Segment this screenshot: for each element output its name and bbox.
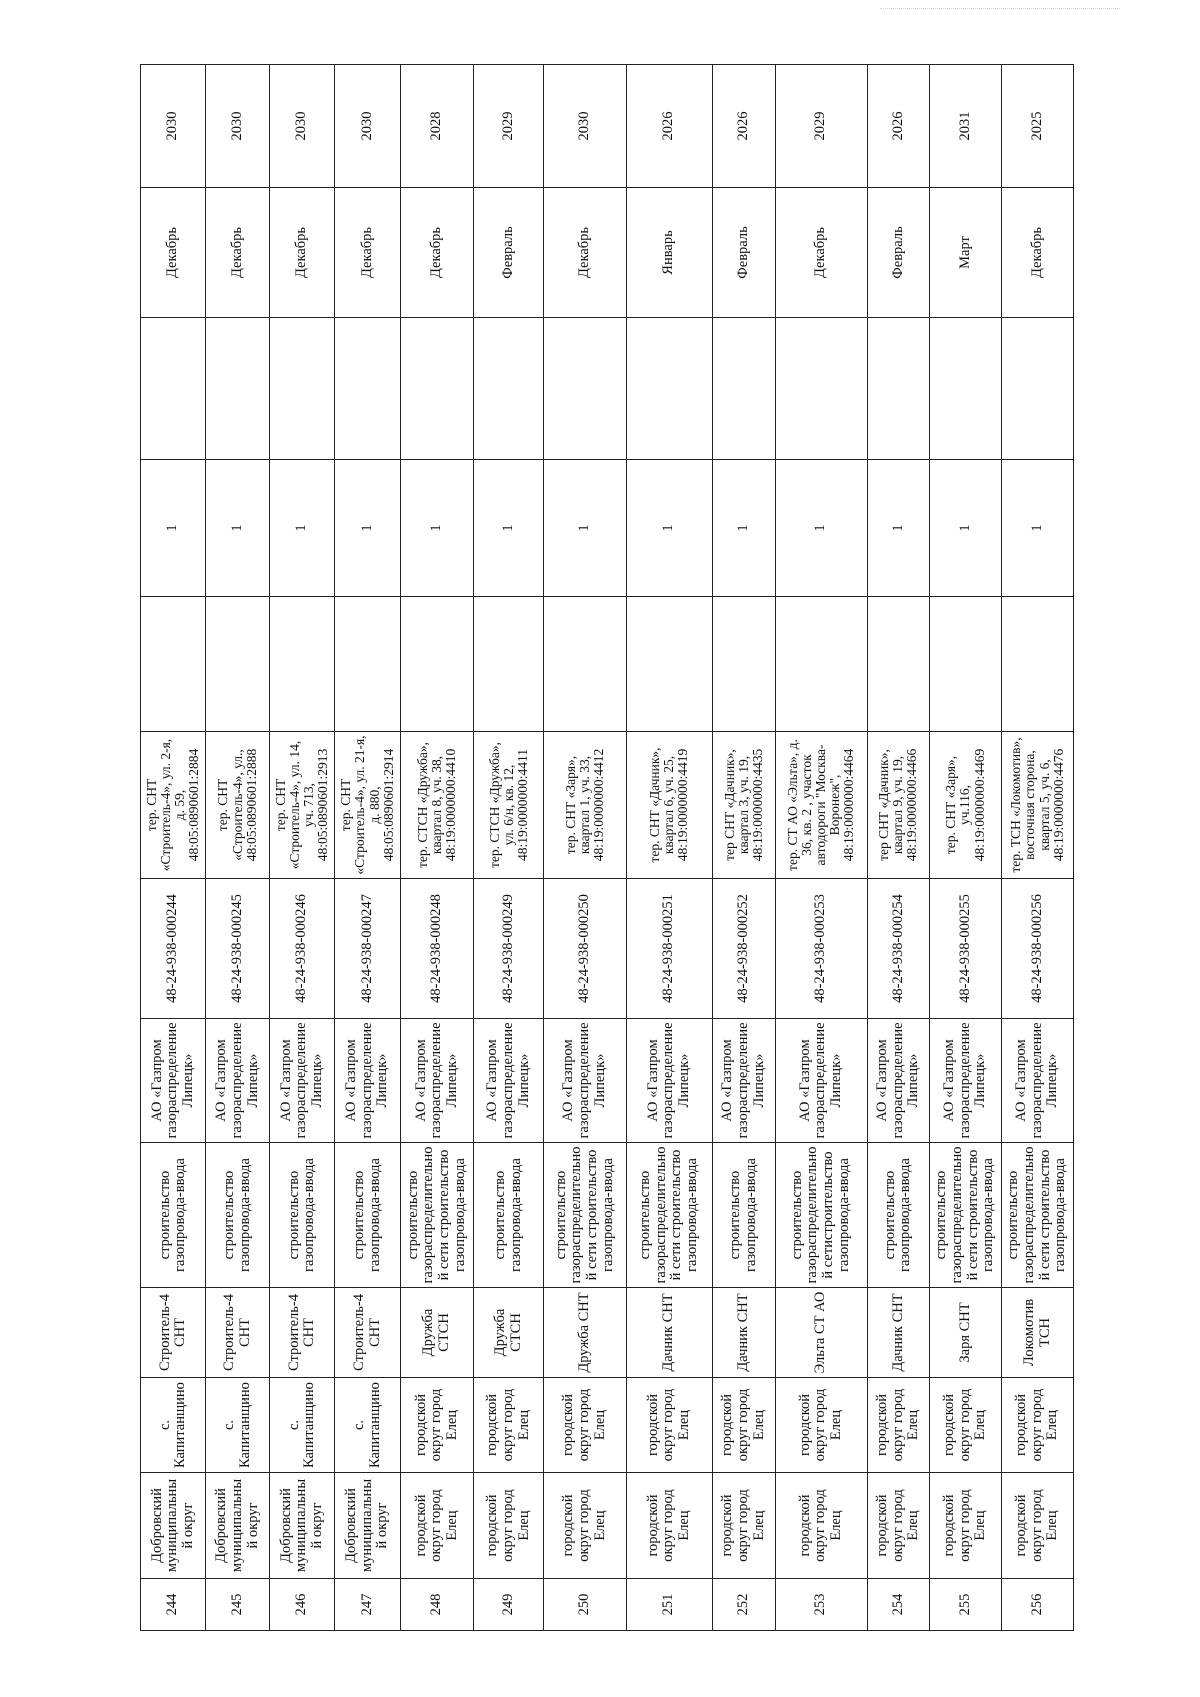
- empty-cell: [867, 318, 929, 460]
- work-type-cell: строительство газораспределительной сети строительство газопровода-ввода: [544, 1143, 626, 1288]
- operator-cell: АО «Газпром газораспределение Липецк»: [335, 1019, 400, 1143]
- table-row: [930, 65, 1002, 1631]
- scan-artifact: [880, 8, 1120, 15]
- table-row: [713, 65, 775, 1631]
- empty-cell: [544, 318, 626, 460]
- row-number: 250: [544, 1579, 626, 1631]
- month-cell: Февраль: [474, 188, 544, 318]
- district-cell: городской округ город Елец: [867, 1473, 929, 1579]
- year-cell: 2030: [269, 65, 334, 188]
- empty-cell: [335, 318, 400, 460]
- row-number: 255: [930, 1579, 1002, 1631]
- row-number: 251: [626, 1579, 713, 1631]
- object-cell: Заря СНТ: [930, 1288, 1002, 1378]
- district-cell: городской округ город Елец: [775, 1473, 867, 1579]
- empty-cell: [1002, 597, 1074, 732]
- district-cell: городской округ город Елец: [930, 1473, 1002, 1579]
- address-cell: тер. СНТ «Заря», квартал 1, уч. 33, 48:19:0000000:4412: [544, 732, 626, 879]
- district-cell: Добровский муниципальный округ: [141, 1473, 206, 1579]
- object-cell: Дачник СНТ: [867, 1288, 929, 1378]
- quantity-cell: 1: [544, 460, 626, 597]
- district-cell: Добровский муниципальный округ: [206, 1473, 270, 1579]
- row-number: 247: [335, 1579, 400, 1631]
- district-cell: городской округ город Елец: [400, 1473, 473, 1579]
- rotated-table-container: [140, 65, 1074, 1631]
- empty-cell: [400, 318, 473, 460]
- row-number: 254: [867, 1579, 929, 1631]
- year-cell: 2026: [867, 65, 929, 188]
- month-cell: Декабрь: [775, 188, 867, 318]
- work-type-cell: строительство газопровода-ввода: [141, 1143, 206, 1288]
- work-type-cell: строительство газопровода-ввода: [269, 1143, 334, 1288]
- table-row: [626, 65, 713, 1631]
- object-cell: Эльта СТ АО: [775, 1288, 867, 1378]
- empty-cell: [775, 597, 867, 732]
- month-cell: Февраль: [713, 188, 775, 318]
- year-cell: 2029: [775, 65, 867, 188]
- year-cell: 2030: [206, 65, 270, 188]
- table-row: [775, 65, 867, 1631]
- quantity-cell: 1: [1002, 460, 1074, 597]
- object-cell: Локомотив ТСН: [1002, 1288, 1074, 1378]
- work-type-cell: строительство газопровода-ввода: [474, 1143, 544, 1288]
- address-cell: тер. СНТ «Строитель-4», ул. 2-я, д. 59, 48:05:0890601:2884: [141, 732, 206, 879]
- quantity-cell: 1: [775, 460, 867, 597]
- operator-cell: АО «Газпром газораспределение Липецк»: [626, 1019, 713, 1143]
- object-cell: Дружба СНТ: [544, 1288, 626, 1378]
- empty-cell: [474, 318, 544, 460]
- table-row: [544, 65, 626, 1631]
- empty-cell: [474, 597, 544, 732]
- operator-cell: АО «Газпром газораспределение Липецк»: [1002, 1019, 1074, 1143]
- year-cell: 2026: [626, 65, 713, 188]
- address-cell: тер. СНТ «Дачник», квартал 6, уч. 25, 48:19:0000000:4419: [626, 732, 713, 879]
- month-cell: Январь: [626, 188, 713, 318]
- address-cell: тер СНТ «Дачник», квартал 3, уч. 19, 48:19:0000000:4435: [713, 732, 775, 879]
- code-cell: 48-24-938-000248: [400, 879, 473, 1019]
- work-type-cell: строительство газопровода-ввода: [713, 1143, 775, 1288]
- operator-cell: АО «Газпром газораспределение Липецк»: [713, 1019, 775, 1143]
- gasification-schedule-table: [140, 64, 1074, 1631]
- work-type-cell: строительство газораспределительной сетистроительство газопровода-ввода: [775, 1143, 867, 1288]
- empty-cell: [141, 318, 206, 460]
- code-cell: 48-24-938-000253: [775, 879, 867, 1019]
- object-cell: Дружба СТСН: [474, 1288, 544, 1378]
- object-cell: Дружба СТСН: [400, 1288, 473, 1378]
- code-cell: 48-24-938-000249: [474, 879, 544, 1019]
- quantity-cell: 1: [141, 460, 206, 597]
- table-row: [400, 65, 473, 1631]
- month-cell: Март: [930, 188, 1002, 318]
- settlement-cell: с. Капитанщино: [269, 1378, 334, 1473]
- month-cell: Февраль: [867, 188, 929, 318]
- year-cell: 2030: [335, 65, 400, 188]
- settlement-cell: с. Капитанщино: [206, 1378, 270, 1473]
- empty-cell: [206, 318, 270, 460]
- work-type-cell: строительство газораспределительной сети строительство газопровода-ввода: [930, 1143, 1002, 1288]
- work-type-cell: строительство газораспределительной сети строительство газопровода-ввода: [1002, 1143, 1074, 1288]
- object-cell: Строитель-4 СНТ: [141, 1288, 206, 1378]
- empty-cell: [335, 597, 400, 732]
- settlement-cell: городской округ город Елец: [775, 1378, 867, 1473]
- operator-cell: АО «Газпром газораспределение Липецк»: [775, 1019, 867, 1143]
- code-cell: 48-24-938-000252: [713, 879, 775, 1019]
- operator-cell: АО «Газпром газораспределение Липецк»: [474, 1019, 544, 1143]
- empty-cell: [930, 318, 1002, 460]
- operator-cell: АО «Газпром газораспределение Липецк»: [400, 1019, 473, 1143]
- quantity-cell: 1: [626, 460, 713, 597]
- empty-cell: [269, 597, 334, 732]
- row-number: 248: [400, 1579, 473, 1631]
- code-cell: 48-24-938-000245: [206, 879, 270, 1019]
- empty-cell: [141, 597, 206, 732]
- row-number: 256: [1002, 1579, 1074, 1631]
- address-cell: тер. СНТ «Строитель-4», ул. 21-я, д. 880, 48:05:0890601:2914: [335, 732, 400, 879]
- table-row: [141, 65, 206, 1631]
- address-cell: тер. СТ АО «Эльта», д. 36, кв. 2 , участок автодороги "Москва-Воронеж", 48:19:0000000:4464: [775, 732, 867, 879]
- year-cell: 2030: [544, 65, 626, 188]
- month-cell: Декабрь: [269, 188, 334, 318]
- object-cell: Дачник СНТ: [713, 1288, 775, 1378]
- settlement-cell: городской округ город Елец: [626, 1378, 713, 1473]
- year-cell: 2030: [141, 65, 206, 188]
- object-cell: Строитель-4 СНТ: [335, 1288, 400, 1378]
- empty-cell: [269, 318, 334, 460]
- month-cell: Декабрь: [400, 188, 473, 318]
- code-cell: 48-24-938-000251: [626, 879, 713, 1019]
- year-cell: 2029: [474, 65, 544, 188]
- code-cell: 48-24-938-000247: [335, 879, 400, 1019]
- empty-cell: [400, 597, 473, 732]
- operator-cell: АО «Газпром газораспределение Липецк»: [269, 1019, 334, 1143]
- month-cell: Декабрь: [141, 188, 206, 318]
- row-number: 244: [141, 1579, 206, 1631]
- work-type-cell: строительство газопровода-ввода: [206, 1143, 270, 1288]
- settlement-cell: городской округ город Елец: [930, 1378, 1002, 1473]
- row-number: 253: [775, 1579, 867, 1631]
- empty-cell: [775, 318, 867, 460]
- operator-cell: АО «Газпром газораспределение Липецк»: [867, 1019, 929, 1143]
- empty-cell: [626, 318, 713, 460]
- code-cell: 48-24-938-000256: [1002, 879, 1074, 1019]
- row-number: 245: [206, 1579, 270, 1631]
- address-cell: тер. СТСН «Дружба», квартал 8, уч. 38, 48:19:0000000:4410: [400, 732, 473, 879]
- work-type-cell: строительство газопровода-ввода: [867, 1143, 929, 1288]
- settlement-cell: городской округ город Елец: [400, 1378, 473, 1473]
- month-cell: Декабрь: [544, 188, 626, 318]
- district-cell: городской округ город Елец: [713, 1473, 775, 1579]
- settlement-cell: с. Капитанщино: [335, 1378, 400, 1473]
- empty-cell: [930, 597, 1002, 732]
- operator-cell: АО «Газпром газораспределение Липецк»: [141, 1019, 206, 1143]
- address-cell: тер СНТ «Дачник», квартал 9, уч. 19, 48:19:0000000:4466: [867, 732, 929, 879]
- table-row: [335, 65, 400, 1631]
- year-cell: 2026: [713, 65, 775, 188]
- settlement-cell: городской округ город Елец: [1002, 1378, 1074, 1473]
- address-cell: тер. СНТ «Строитель-4», ул. 14, уч. 713, 48:05:0890601:2913: [269, 732, 334, 879]
- address-cell: тер. СТСН «Дружба», ул. 6/н, кв. 12, 48:19:0000000:4411: [474, 732, 544, 879]
- district-cell: городской округ город Елец: [544, 1473, 626, 1579]
- year-cell: 2025: [1002, 65, 1074, 188]
- quantity-cell: 1: [713, 460, 775, 597]
- empty-cell: [713, 318, 775, 460]
- district-cell: Добровский муниципальный округ: [269, 1473, 334, 1579]
- table-row: [867, 65, 929, 1631]
- row-number: 246: [269, 1579, 334, 1631]
- empty-cell: [626, 597, 713, 732]
- address-cell: тер. ТСН «Локомотив», восточная сторона, квартал 5, уч. 6, 48:19:0000000:4476: [1002, 732, 1074, 879]
- empty-cell: [1002, 318, 1074, 460]
- quantity-cell: 1: [206, 460, 270, 597]
- work-type-cell: строительство газораспределительной сети строительство газопровода-ввода: [400, 1143, 473, 1288]
- row-number: 249: [474, 1579, 544, 1631]
- quantity-cell: 1: [269, 460, 334, 597]
- table-row: [269, 65, 334, 1631]
- object-cell: Строитель-4 СНТ: [269, 1288, 334, 1378]
- work-type-cell: строительство газопровода-ввода: [335, 1143, 400, 1288]
- empty-cell: [713, 597, 775, 732]
- quantity-cell: 1: [474, 460, 544, 597]
- code-cell: 48-24-938-000254: [867, 879, 929, 1019]
- month-cell: Декабрь: [206, 188, 270, 318]
- operator-cell: АО «Газпром газораспределение Липецк»: [544, 1019, 626, 1143]
- settlement-cell: городской округ город Елец: [474, 1378, 544, 1473]
- settlement-cell: городской округ город Елец: [544, 1378, 626, 1473]
- empty-cell: [544, 597, 626, 732]
- code-cell: 48-24-938-000250: [544, 879, 626, 1019]
- code-cell: 48-24-938-000246: [269, 879, 334, 1019]
- address-cell: тер. СНТ «Строитель-4», ул., 48:05:0890601:2888: [206, 732, 270, 879]
- month-cell: Декабрь: [1002, 188, 1074, 318]
- address-cell: тер. СНТ «Заря», уч.116, 48:19:0000000:4469: [930, 732, 1002, 879]
- settlement-cell: с. Капитанщино: [141, 1378, 206, 1473]
- object-cell: Строитель-4 СНТ: [206, 1288, 270, 1378]
- district-cell: городской округ город Елец: [474, 1473, 544, 1579]
- quantity-cell: 1: [400, 460, 473, 597]
- district-cell: Добровский муниципальный округ: [335, 1473, 400, 1579]
- month-cell: Декабрь: [335, 188, 400, 318]
- empty-cell: [206, 597, 270, 732]
- quantity-cell: 1: [335, 460, 400, 597]
- quantity-cell: 1: [867, 460, 929, 597]
- district-cell: городской округ город Елец: [626, 1473, 713, 1579]
- object-cell: Дачник СНТ: [626, 1288, 713, 1378]
- operator-cell: АО «Газпром газораспределение Липецк»: [206, 1019, 270, 1143]
- settlement-cell: городской округ город Елец: [867, 1378, 929, 1473]
- table-row: [1002, 65, 1074, 1631]
- year-cell: 2031: [930, 65, 1002, 188]
- empty-cell: [867, 597, 929, 732]
- table-row: [474, 65, 544, 1631]
- code-cell: 48-24-938-000244: [141, 879, 206, 1019]
- code-cell: 48-24-938-000255: [930, 879, 1002, 1019]
- table-row: [206, 65, 270, 1631]
- year-cell: 2028: [400, 65, 473, 188]
- operator-cell: АО «Газпром газораспределение Липецк»: [930, 1019, 1002, 1143]
- quantity-cell: 1: [930, 460, 1002, 597]
- row-number: 252: [713, 1579, 775, 1631]
- work-type-cell: строительство газораспределительной сети строительство газопровода-ввода: [626, 1143, 713, 1288]
- district-cell: городской округ город Елец: [1002, 1473, 1074, 1579]
- settlement-cell: городской округ город Елец: [713, 1378, 775, 1473]
